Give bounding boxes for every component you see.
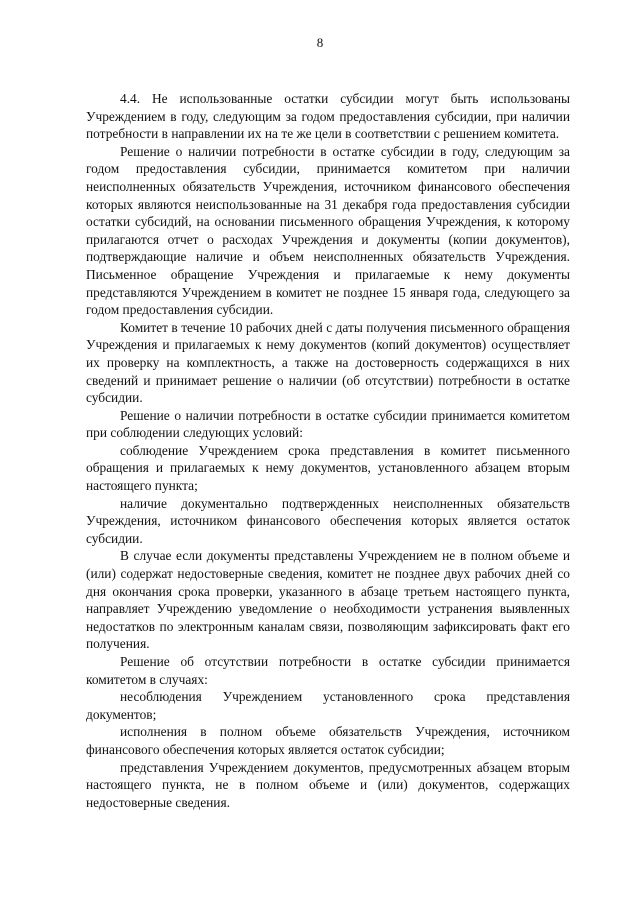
paragraph-condition-obligations: наличие документально подтвержденных неисполненных обязательств Учреждения, источником финансового обеспечения которых является остаток субсидии.	[86, 495, 570, 546]
paragraph-decision-basis: Решение о наличии потребности в остатке субсидии в году, следующим за годом предоставления субсидии, принимается комитетом при наличии неисполненных обязательств Учреждения, источником финансового обеспечения которых являются неиспользованные на 31 декабря года предоставления субсидии остатки субсидий, на основании письменного обращения Учреждения, к которому прилагаются отчет о расходах Учреждения и документы (копии документов), подтверждающие наличие и объем неисполненных обязательств Учреждения. Письменное обращение Учреждения и прилагаемые к нему документы представляются Учреждением в комитет не позднее 15 января года, следующего за годом предоставления субсидии.	[86, 143, 570, 318]
paragraph-refusal-invalid-docs: представления Учреждением документов, предусмотренных абзацем вторым настоящего пункта, не в полном объеме и (или) документов, содержащих недостоверные сведения.	[86, 759, 570, 810]
paragraph-refusal-deadline: несоблюдения Учреждением установленного срока представления документов;	[86, 689, 570, 722]
paragraph-incomplete-documents: В случае если документы представлены Учреждением не в полном объеме и (или) содержат недостоверные сведения, комитет не позднее двух рабочих дней со дня окончания срока проверки, указанного в абзаце третьем настоящего пункта, направляет Учреждению уведомление о необходимости устранения выявленных недостатков по электронным каналам связи, позволяющим зафиксировать факт его получения.	[86, 548, 570, 652]
paragraph-refusal-fulfilled: исполнения в полном объеме обязательств Учреждения, источником финансового обеспечения которых является остаток субсидии;	[86, 724, 570, 757]
paragraph-condition-deadline: соблюдение Учреждением срока представления в комитет письменного обращения и прилагаемых к нему документов, установленного абзацем вторым настоящего пункта;	[86, 442, 570, 494]
page-number: 8	[316, 35, 324, 50]
paragraph-4-4: 4.4. Не использованные остатки субсидии могут быть использованы Учреждением в году, следующим за годом предоставления субсидии, при наличии потребности в направлении их на те же цели в соответствии с решением комитета.	[86, 91, 570, 142]
document-body	[86, 90, 570, 811]
paragraph-refusal-intro: Решение об отсутствии потребности в остатке субсидии принимается комитетом в случаях:	[86, 654, 570, 687]
paragraph-committee-review: Комитет в течение 10 рабочих дней с даты получения письменного обращения Учреждения и прилагаемых к нему документов (копий документов) осуществляет их проверку на комплектность, а также на достоверность содержащихся в них сведений и принимает решение о наличии (об отсутствии) потребности в остатке субсидии.	[86, 319, 570, 406]
paragraph-conditions-intro: Решение о наличии потребности в остатке субсидии принимается комитетом при соблюдении следующих условий:	[86, 407, 570, 441]
